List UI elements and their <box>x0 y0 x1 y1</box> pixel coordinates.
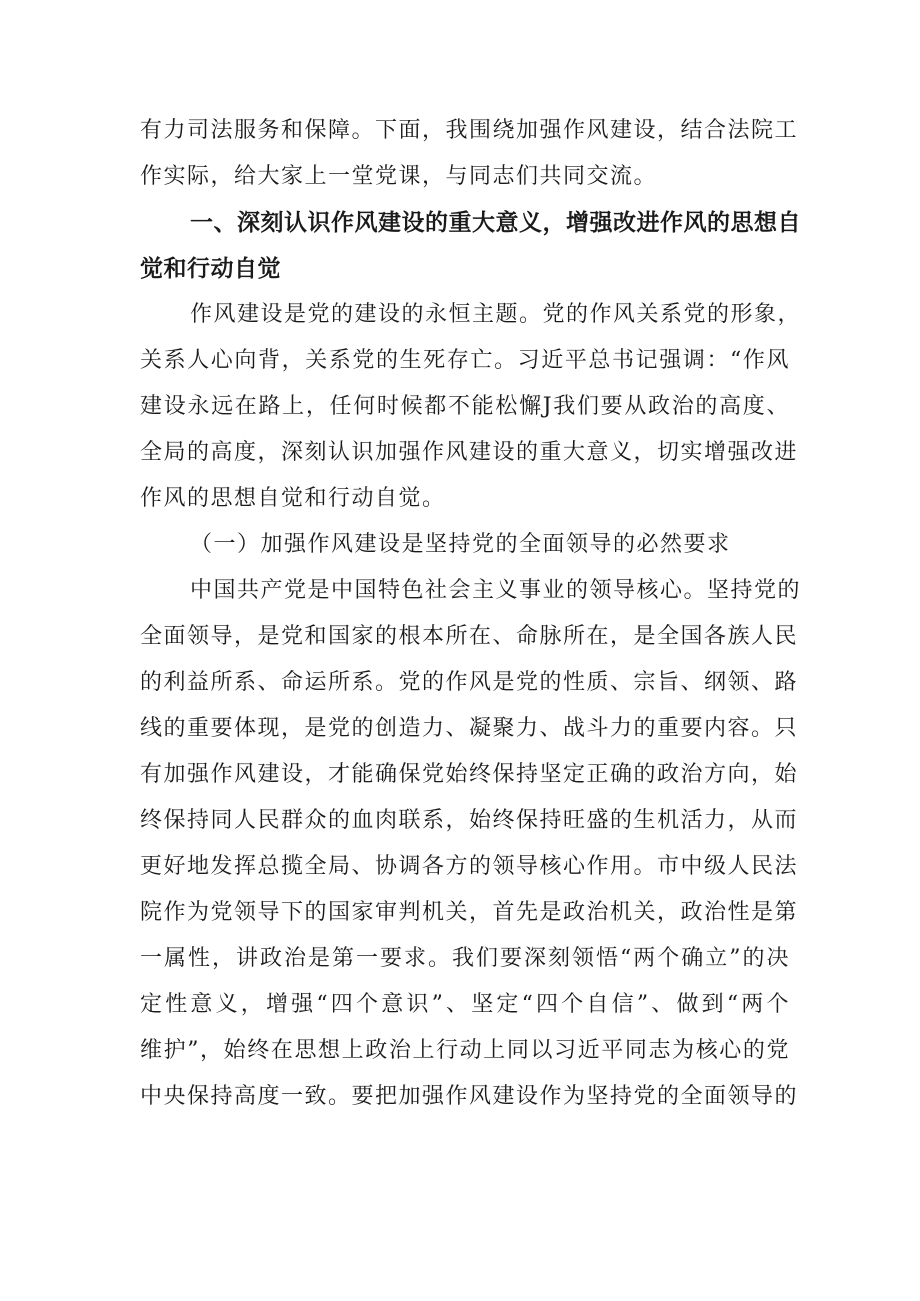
text-line: 有加强作风建设，才能确保党始终保持坚定正确的政治方向，始 <box>140 762 799 787</box>
text-line: 定性意义，增强“四个意识”、坚定“四个自信”、做到“两个 <box>140 992 790 1017</box>
text-line: 院作为党领导下的国家审判机关，首先是政治机关，政治性是第 <box>140 900 799 925</box>
text-line: 维护”，始终在思想上政治上行动上同以习近平同志为核心的党 <box>140 1038 790 1063</box>
subsection-heading: （一）加强作风建设是坚持党的全面领导的必然要求 <box>190 532 731 557</box>
text-line: 关系人心向背，关系党的生死存亡。习近平总书记强调：“作风 <box>140 348 790 373</box>
section-heading <box>140 200 801 292</box>
heading-line: 一、深刻认识作风建设的重大意义，增强改进作风的思想自 <box>190 210 801 236</box>
intro-paragraph <box>140 108 799 200</box>
section-paragraph <box>140 292 802 522</box>
text-line: 中国共产党是中国特色社会主义事业的领导核心。坚持党的 <box>190 578 802 603</box>
text-line: 作风的思想自觉和行动自觉。 <box>140 486 446 511</box>
subsection-paragraph <box>140 568 802 1120</box>
text-line: 作风建设是党的建设的永恒主题。党的作风关系党的形象， <box>190 302 802 327</box>
text-line: 建设永远在路上，任何时候都不能松懈J我们要从政治的高度、 <box>140 394 790 419</box>
text-line: 更好地发挥总揽全局、协调各方的领导核心作用。市中级人民法 <box>140 854 799 879</box>
text-line: 作实际，给大家上一堂党课，与同志们共同交流。 <box>140 164 658 189</box>
document-page <box>140 108 802 1120</box>
text-line: 一属性，讲政治是第一要求。我们要深刻领悟“两个确立”的决 <box>140 946 790 971</box>
text-line: 有力司法服务和保障。下面，我围绕加强作风建设，结合法院工 <box>140 118 799 143</box>
text-line: 全面领导，是党和国家的根本所在、命脉所在，是全国各族人民 <box>140 624 799 649</box>
heading-line: 觉和行动自觉 <box>140 256 281 282</box>
text-line: 线的重要体现，是党的创造力、凝聚力、战斗力的重要内容。只 <box>140 716 799 741</box>
text-line: 终保持同人民群众的血肉联系，始终保持旺盛的生机活力，从而 <box>140 808 799 833</box>
text-line: 全局的高度，深刻认识加强作风建设的重大意义，切实增强改进 <box>140 440 799 465</box>
text-line: 中央保持高度一致。要把加强作风建设作为坚持党的全面领导的 <box>140 1084 799 1109</box>
text-line: 的利益所系、命运所系。党的作风是党的性质、宗旨、纲领、路 <box>140 670 799 695</box>
